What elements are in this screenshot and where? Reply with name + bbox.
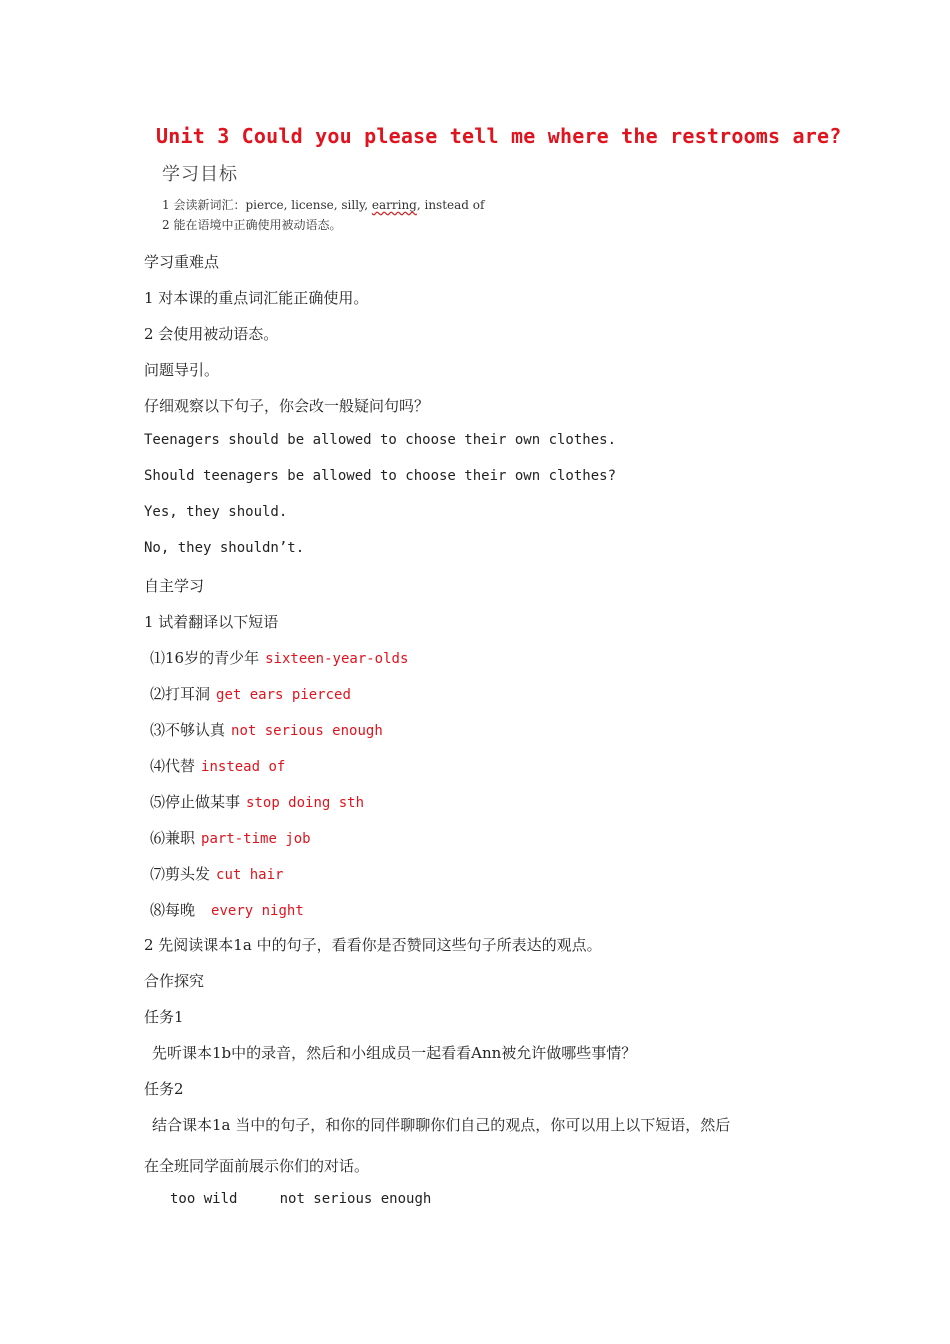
learning-goals-image <box>156 156 496 240</box>
phrase-item: ⑷代替 instead of <box>150 757 286 775</box>
task-2-text: 结合课本1a 当中的句子，和你的同伴聊聊你们自己的观点，你可以用上以下短语，然后 <box>152 1116 731 1134</box>
document-title: Unit 3 Could you please tell me where the restrooms are? <box>156 124 842 148</box>
self-study-task-2: 2 先阅读课本1a 中的句子，看看你是否赞同这些句子所表达的观点。 <box>144 936 602 954</box>
learning-goals-item-2: 2 能在语境中正确使用被动语态。 <box>162 218 342 232</box>
phrase-item: ⑵打耳洞 get ears pierced <box>150 685 351 703</box>
learning-goals-item-1: 1 会读新词汇：pierce, license, silly, earring, instead of <box>162 198 485 212</box>
phrase-item: ⑴16岁的青少年 sixteen-year-olds <box>150 649 409 667</box>
phrase-item: ⑺剪头发 cut hair <box>150 865 284 883</box>
spellcheck-underlined-word: earring <box>371 198 417 212</box>
example-sentence: Teenagers should be allowed to choose their own clothes. <box>144 432 617 448</box>
cooperation-heading: 合作探究 <box>144 972 205 990</box>
self-study-heading: 自主学习 <box>144 577 205 595</box>
example-sentence: Yes, they should. <box>144 504 288 520</box>
phrase-answer: sixteen-year-olds <box>265 651 409 667</box>
guide-heading: 问题导引。 <box>144 361 220 379</box>
phrase-answer: instead of <box>201 759 286 775</box>
key-point-item: 1 对本课的重点词汇能正确使用。 <box>144 289 369 307</box>
guide-instruction: 仔细观察以下句子，你会改一般疑问句吗？ <box>144 397 430 415</box>
phrase-answer: every night <box>211 903 304 919</box>
phrase-item: ⑸停止做某事 stop doing sth <box>150 793 365 811</box>
task-1-label: 任务1 <box>144 1008 184 1026</box>
phrase-answer: not serious enough <box>231 723 383 739</box>
suggested-phrase: too wild <box>170 1191 238 1207</box>
task-2-label: 任务2 <box>144 1080 184 1098</box>
phrase-answer: stop doing sth <box>246 795 365 811</box>
task-2-text-continued: 在全班同学面前展示你们的对话。 <box>144 1157 370 1175</box>
phrase-answer: get ears pierced <box>216 687 351 703</box>
example-sentence: No, they shouldn’t. <box>144 540 305 556</box>
learning-goals-heading: 学习目标 <box>162 164 238 185</box>
key-point-item: 2 会使用被动语态。 <box>144 325 279 343</box>
phrase-answer: part-time job <box>201 831 311 847</box>
key-points-heading: 学习重难点 <box>144 253 220 271</box>
phrase-item: ⑻每晚 every night <box>150 901 304 919</box>
suggested-phrase: not serious enough <box>279 1191 432 1207</box>
phrase-answer: cut hair <box>216 867 284 883</box>
task-1-text: 先听课本1b中的录音，然后和小组成员一起看看Ann被允许做哪些事情？ <box>152 1044 637 1062</box>
suggested-phrases <box>170 1191 431 1207</box>
phrase-item: ⑹兼职 part-time job <box>150 829 311 847</box>
self-study-task-1: 1 试着翻译以下短语 <box>144 613 279 631</box>
example-sentence: Should teenagers be allowed to choose their own clothes? <box>144 468 617 484</box>
phrase-item: ⑶不够认真 not serious enough <box>150 721 383 739</box>
